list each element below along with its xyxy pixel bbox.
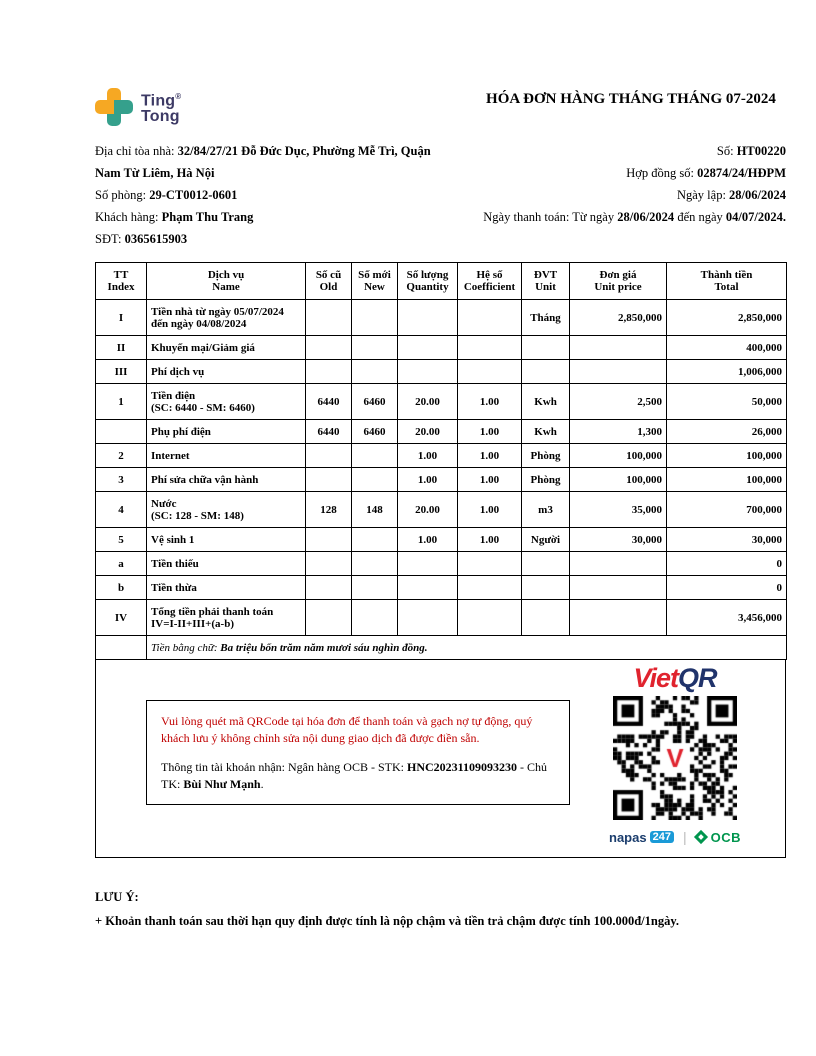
cell-new	[352, 552, 398, 576]
cell-unit: Phòng	[522, 444, 570, 468]
cell-old: 128	[306, 492, 352, 528]
info-left-column	[95, 140, 440, 250]
cell-coeff	[458, 360, 522, 384]
cell-index: 5	[96, 528, 147, 552]
cell-new	[352, 528, 398, 552]
cell-index: b	[96, 576, 147, 600]
tingtong-logo	[95, 88, 181, 126]
cell-unit: Phòng	[522, 468, 570, 492]
cell-coeff	[458, 336, 522, 360]
cell-unit	[522, 336, 570, 360]
napas-logo: napas 247	[609, 830, 674, 845]
column-header: Thành tiền Total	[667, 263, 787, 300]
info-right-column	[440, 140, 786, 250]
cell-total: 3,456,000	[667, 600, 787, 636]
column-header: Dịch vụ Name	[147, 263, 306, 300]
table-row	[96, 384, 787, 420]
cell-total: 0	[667, 576, 787, 600]
cell-unit	[522, 600, 570, 636]
cell-new: 148	[352, 492, 398, 528]
cell-old	[306, 336, 352, 360]
column-header: Hệ số Coefficient	[458, 263, 522, 300]
cell-old: 6440	[306, 384, 352, 420]
invoice-info	[95, 140, 786, 250]
cell-coeff: 1.00	[458, 444, 522, 468]
cell-old	[306, 552, 352, 576]
info-line: Địa chỉ tòa nhà: 32/84/27/21 Đỗ Đức Dục, Phường Mễ Trì, Quận Nam Từ Liêm, Hà Nội	[95, 144, 431, 180]
info-line: Ngày lập: 28/06/2024	[676, 188, 786, 202]
cell-coeff	[458, 552, 522, 576]
logo-divider: |	[682, 829, 687, 845]
cell-name: Phí sửa chữa vận hành	[147, 468, 306, 492]
cell-price: 100,000	[570, 444, 667, 468]
account-info: Thông tin tài khoản nhận: Ngân hàng OCB - STK: HNC20231109093230 - Chủ TK: Bùi Như Mạnh.	[161, 760, 547, 791]
cell-qty	[398, 360, 458, 384]
cell-old	[306, 576, 352, 600]
cell-total: 400,000	[667, 336, 787, 360]
cell-name: Tổng tiền phải thanh toán IV=I-II+III+(a-b)	[147, 600, 306, 636]
cell-new	[352, 300, 398, 336]
qr-code	[613, 696, 737, 820]
cell-new: 6460	[352, 384, 398, 420]
cell-total: 700,000	[667, 492, 787, 528]
info-line: SĐT: 0365615903	[95, 232, 188, 246]
cell-coeff: 1.00	[458, 528, 522, 552]
cell-old	[306, 468, 352, 492]
cell-coeff: 1.00	[458, 492, 522, 528]
ocb-logo: OCB	[696, 830, 741, 845]
cell-name: Khuyến mại/Giảm giá	[147, 336, 306, 360]
brand-line2: Tong	[141, 108, 180, 126]
info-line: Số phòng: 29-CT0012-0601	[95, 188, 238, 202]
cell-new	[352, 600, 398, 636]
cell-total: 1,006,000	[667, 360, 787, 384]
cell-unit: Tháng	[522, 300, 570, 336]
cell-qty	[398, 300, 458, 336]
cell-old	[306, 300, 352, 336]
footer-notes	[95, 890, 786, 929]
cell-total: 30,000	[667, 528, 787, 552]
invoice-table	[95, 262, 787, 660]
table-row	[96, 468, 787, 492]
cell-name: Phí dịch vụ	[147, 360, 306, 384]
cell-coeff: 1.00	[458, 468, 522, 492]
cell-total: 100,000	[667, 468, 787, 492]
column-header: Đơn giá Unit price	[570, 263, 667, 300]
cell-index: 2	[96, 444, 147, 468]
cell-name: Tiền thừa	[147, 576, 306, 600]
table-row	[96, 552, 787, 576]
table-header-row	[96, 263, 787, 300]
table-row	[96, 336, 787, 360]
cell-index: 3	[96, 468, 147, 492]
tingtong-logo-text	[141, 89, 181, 125]
cell-price	[570, 600, 667, 636]
cell-name: Nước (SC: 128 - SM: 148)	[147, 492, 306, 528]
cell-name: Vệ sinh 1	[147, 528, 306, 552]
cell-index: a	[96, 552, 147, 576]
cell-qty: 1.00	[398, 444, 458, 468]
cell-total: 50,000	[667, 384, 787, 420]
cell-index: IV	[96, 600, 147, 636]
cell-name: Tiền điện (SC: 6440 - SM: 6460)	[147, 384, 306, 420]
cell-price: 1,300	[570, 420, 667, 444]
cell-price: 100,000	[570, 468, 667, 492]
cell-qty	[398, 600, 458, 636]
cell-index: II	[96, 336, 147, 360]
cell-unit: Người	[522, 528, 570, 552]
info-line: Ngày thanh toán: Từ ngày 28/06/2024 đến ngày 04/07/2024.	[483, 210, 786, 224]
table-row	[96, 300, 787, 336]
column-header: Số mới New	[352, 263, 398, 300]
cell-total: 100,000	[667, 444, 787, 468]
cell-index: III	[96, 360, 147, 384]
qr-column	[577, 662, 773, 845]
cell-old	[306, 360, 352, 384]
cell-qty: 20.00	[398, 384, 458, 420]
cell-index: I	[96, 300, 147, 336]
cell-index: 1	[96, 384, 147, 420]
cell-qty: 1.00	[398, 528, 458, 552]
note-body: + Khoản thanh toán sau thời hạn quy định được tính là nộp chậm và tiền trả chậm được tính 100.000đ/1ngày.	[95, 914, 680, 928]
cell-qty: 20.00	[398, 420, 458, 444]
info-line: Hợp đồng số: 02874/24/HĐPM	[626, 166, 786, 180]
cell-coeff: 1.00	[458, 384, 522, 420]
cell-total: 26,000	[667, 420, 787, 444]
cell-new	[352, 336, 398, 360]
cell-new	[352, 360, 398, 384]
brand-line1: Ting	[141, 92, 176, 110]
cell-new	[352, 468, 398, 492]
cell-name: Tiền nhà từ ngày 05/07/2024 đến ngày 04/08/2024	[147, 300, 306, 336]
cell-unit	[522, 576, 570, 600]
cell-unit: m3	[522, 492, 570, 528]
cell-price	[570, 336, 667, 360]
cell-price	[570, 552, 667, 576]
cell-name: Tiền thiếu	[147, 552, 306, 576]
vietqr-logo: VietQR	[633, 663, 717, 693]
cell-new	[352, 576, 398, 600]
cell-coeff: 1.00	[458, 420, 522, 444]
cell-name: Internet	[147, 444, 306, 468]
cell-price	[570, 576, 667, 600]
payment-notice: Vui lòng quét mã QRCode tại hóa đơn để thanh toán và gạch nợ tự động, quý khách lưu ý không chỉnh sửa nội dung giao dịch đã được điền sẵn.	[161, 714, 533, 745]
cell-new: 6460	[352, 420, 398, 444]
cell-price: 2,500	[570, 384, 667, 420]
cell-index: 4	[96, 492, 147, 528]
ocb-icon	[694, 830, 708, 844]
column-header: ĐVT Unit	[522, 263, 570, 300]
cell-coeff	[458, 576, 522, 600]
table-row	[96, 444, 787, 468]
cell-qty	[398, 552, 458, 576]
cell-old	[306, 600, 352, 636]
column-header: Số cũ Old	[306, 263, 352, 300]
cell-unit	[522, 552, 570, 576]
registered-mark: ®	[175, 91, 182, 101]
cell-coeff	[458, 600, 522, 636]
cell-old	[306, 528, 352, 552]
payment-network-logos	[609, 829, 741, 845]
cell-price: 30,000	[570, 528, 667, 552]
cell-price: 35,000	[570, 492, 667, 528]
cell-unit: Kwh	[522, 420, 570, 444]
cell-qty	[398, 336, 458, 360]
cell-qty	[398, 576, 458, 600]
cell-unit	[522, 360, 570, 384]
cell-index	[96, 420, 147, 444]
qr-payment-section	[95, 660, 786, 858]
table-row	[96, 600, 787, 636]
cell-qty: 1.00	[398, 468, 458, 492]
table-row	[96, 528, 787, 552]
empty-cell	[96, 636, 147, 660]
payment-instructions-box	[146, 700, 570, 805]
cell-old: 6440	[306, 420, 352, 444]
info-line: Số: HT00220	[716, 144, 786, 158]
cell-price	[570, 360, 667, 384]
column-header: Số lượng Quantity	[398, 263, 458, 300]
table-row	[96, 576, 787, 600]
top-bar	[95, 88, 786, 126]
info-line: Khách hàng: Phạm Thu Trang	[95, 210, 254, 224]
table-row	[96, 492, 787, 528]
cell-new	[352, 444, 398, 468]
table-row	[96, 420, 787, 444]
cell-total: 2,850,000	[667, 300, 787, 336]
cell-total: 0	[667, 552, 787, 576]
column-header: TT Index	[96, 263, 147, 300]
cell-name: Phụ phí điện	[147, 420, 306, 444]
table-row	[96, 360, 787, 384]
cell-unit: Kwh	[522, 384, 570, 420]
amount-in-words-row	[96, 636, 787, 660]
cell-qty: 20.00	[398, 492, 458, 528]
invoice-title: HÓA ĐƠN HÀNG THÁNG THÁNG 07-2024	[486, 91, 776, 107]
tingtong-cross-icon	[95, 88, 133, 126]
amount-in-words: Tiền bằng chữ: Ba triệu bốn trăm năm mươi sáu nghìn đồng.	[147, 636, 787, 660]
cell-old	[306, 444, 352, 468]
note-title: LƯU Ý:	[95, 890, 139, 904]
napas-247-badge: 247	[650, 831, 674, 843]
cell-price: 2,850,000	[570, 300, 667, 336]
cell-coeff	[458, 300, 522, 336]
